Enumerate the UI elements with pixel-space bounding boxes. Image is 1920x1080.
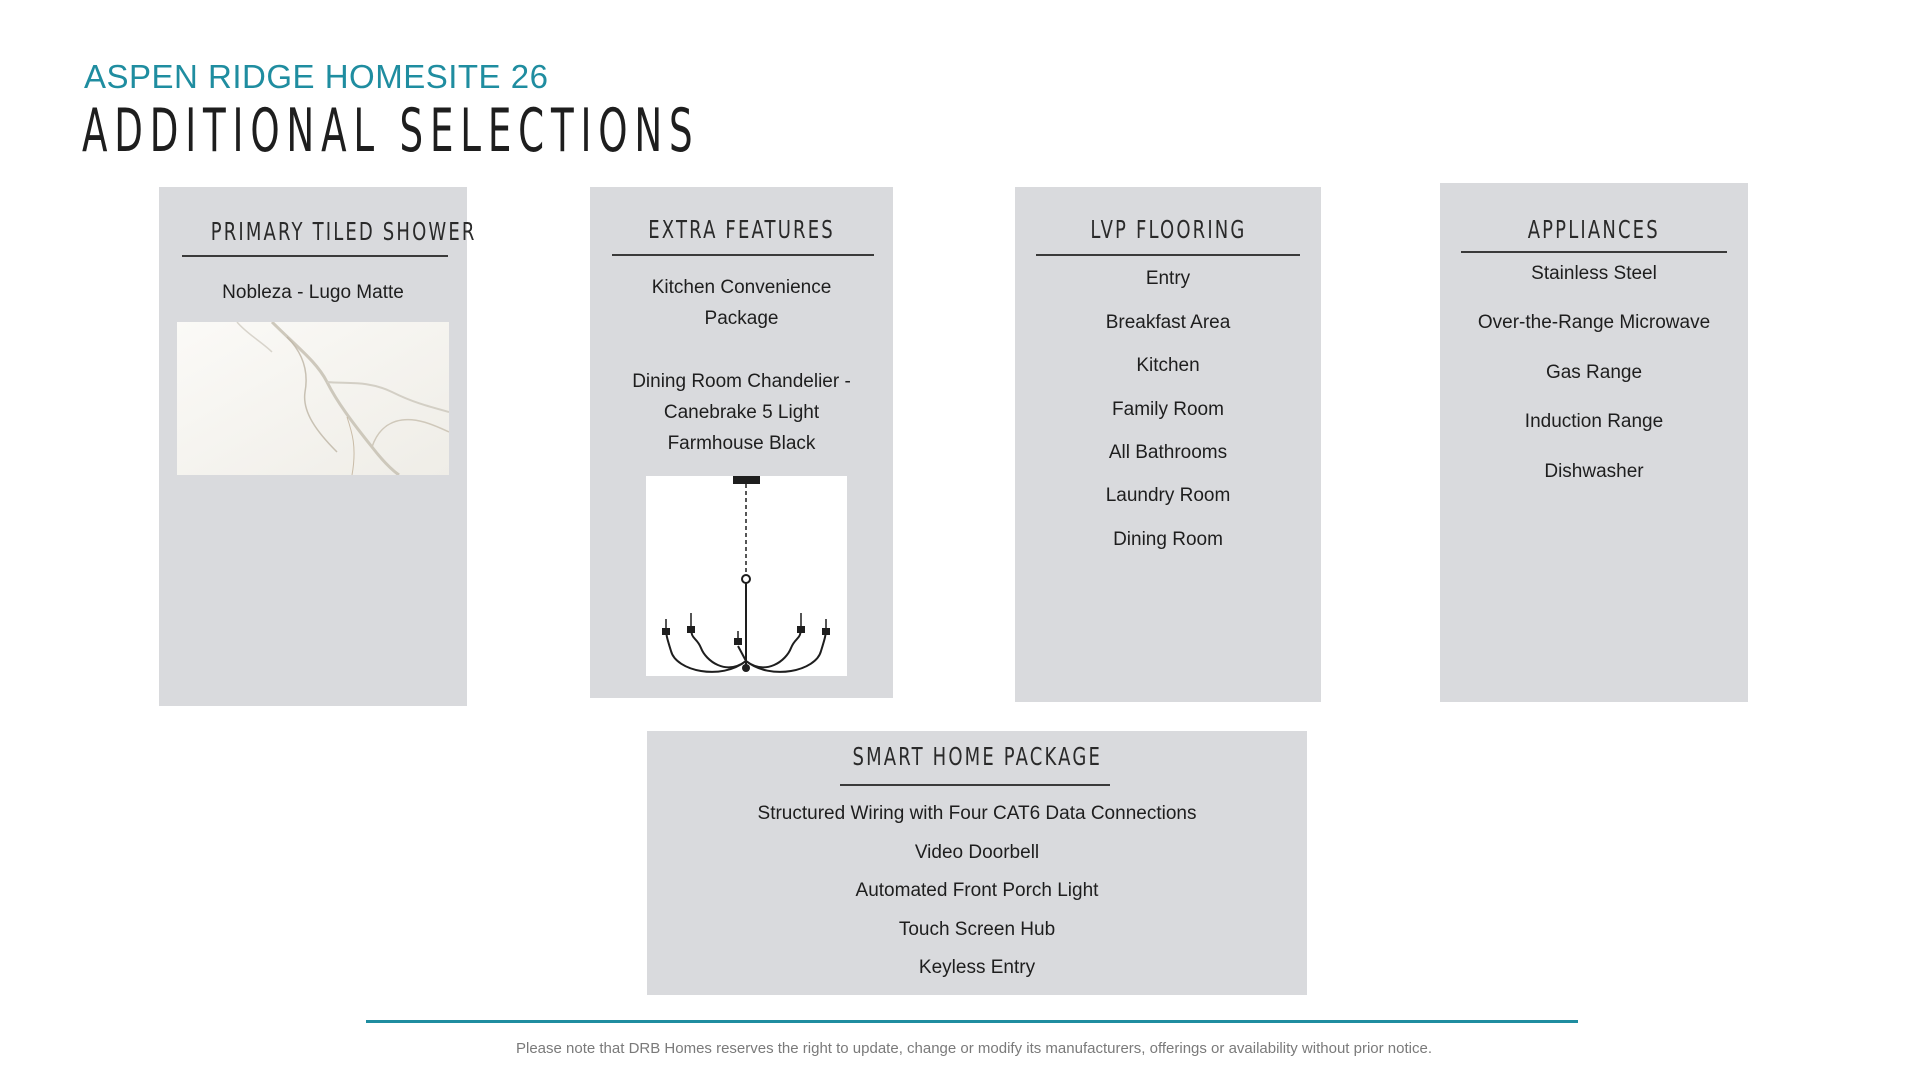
card-heading: PRIMARY TILED SHOWER: [210, 217, 477, 246]
list-item: Induction Range: [1524, 411, 1664, 432]
list-item: Canebrake 5 Light: [663, 402, 820, 423]
heading-divider: [182, 255, 448, 257]
list-item: All Bathrooms: [1108, 442, 1228, 463]
heading-divider: [1036, 254, 1300, 256]
card-heading: LVP FLOORING: [1089, 215, 1247, 244]
list-item: Entry: [1145, 268, 1191, 289]
card-heading: APPLIANCES: [1527, 215, 1661, 244]
card-appliances: [1440, 183, 1748, 702]
footer-disclaimer: Please note that DRB Homes reserves the right to update, change or modify its manufacturers, offerings or availability without prior notice.: [515, 1040, 1432, 1057]
list-item: Dining Room Chandelier -: [632, 371, 851, 392]
footer-divider: [366, 1020, 1578, 1023]
list-item: Kitchen Convenience: [651, 277, 832, 298]
page-title: ADDITIONAL SELECTIONS: [82, 96, 700, 166]
list-item: Breakfast Area: [1105, 312, 1231, 333]
list-item: Laundry Room: [1105, 485, 1231, 506]
list-item: Video Doorbell: [914, 842, 1040, 863]
list-item: Dining Room: [1113, 529, 1223, 550]
heading-divider: [1461, 251, 1727, 253]
list-item: Farmhouse Black: [667, 433, 816, 454]
list-item: Touch Screen Hub: [898, 919, 1056, 940]
list-item: Over-the-Range Microwave: [1477, 312, 1711, 333]
page-subtitle: ASPEN RIDGE HOMESITE 26: [84, 58, 549, 95]
card-heading: EXTRA FEATURES: [648, 215, 835, 244]
card-smart-home-package: [647, 731, 1307, 995]
list-item: Dishwasher: [1544, 461, 1644, 482]
heading-divider: [840, 784, 1110, 786]
list-item: Structured Wiring with Four CAT6 Data Connections: [757, 803, 1197, 824]
list-item: Kitchen: [1136, 355, 1200, 376]
list-item: Gas Range: [1545, 362, 1643, 383]
list-item: Keyless Entry: [918, 957, 1036, 978]
card-primary-tiled-shower: [159, 187, 477, 706]
card-lvp-flooring: [1015, 187, 1321, 702]
heading-divider: [612, 254, 874, 256]
card-extra-features: [590, 187, 893, 698]
list-item: Nobleza - Lugo Matte: [222, 282, 404, 303]
card-heading: SMART HOME PACKAGE: [852, 742, 1102, 771]
list-item: Stainless Steel: [1531, 263, 1657, 284]
list-item: Package: [704, 308, 779, 329]
list-item: Automated Front Porch Light: [855, 880, 1099, 901]
list-item: Family Room: [1112, 399, 1224, 420]
chandelier-image: [646, 476, 847, 676]
marble-tile-image: [177, 322, 449, 475]
